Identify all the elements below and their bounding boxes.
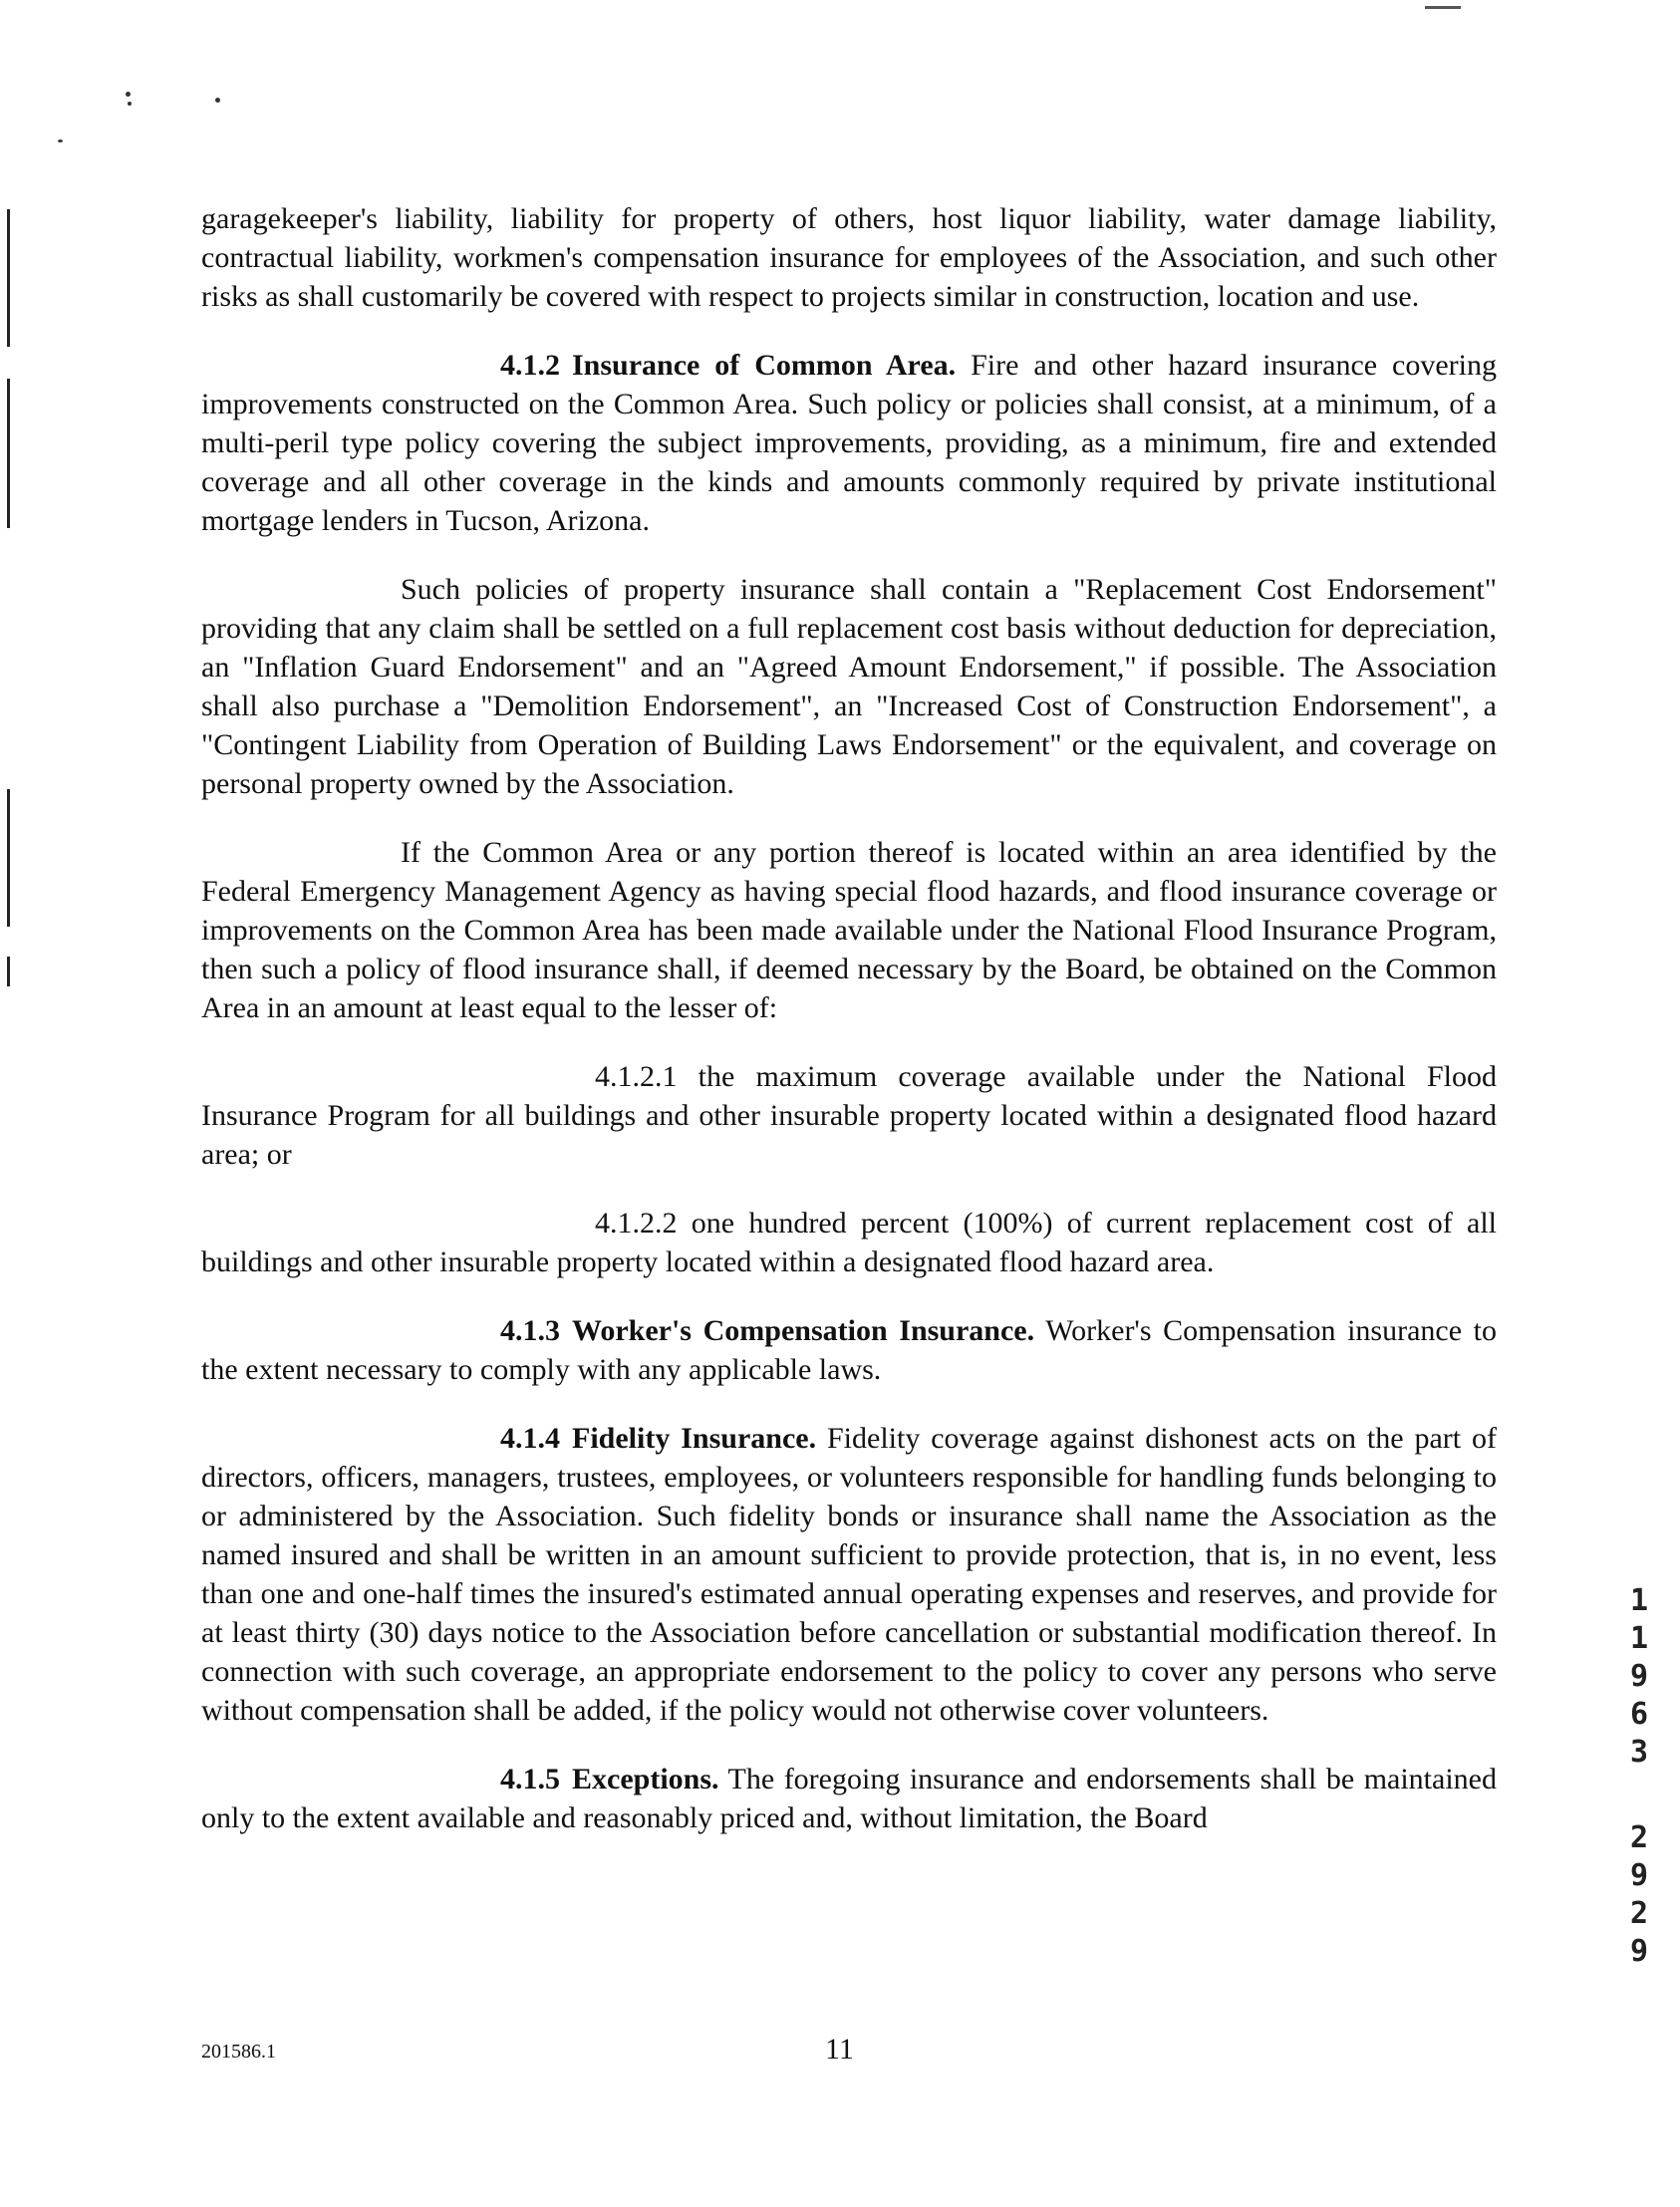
section-text: Worker's Compensation insurance to the extent necessary to comply with any applicable laws.	[201, 1314, 1497, 1386]
margin-change-bar	[7, 209, 10, 347]
section-number: 4.1.2	[500, 349, 560, 382]
stamp-digit: 9	[1629, 1934, 1649, 1969]
scan-speck	[215, 98, 220, 103]
scan-mark	[1425, 6, 1461, 9]
section-4-1-5	[201, 1760, 1497, 1837]
document-body	[201, 199, 1497, 1867]
section-title: Fidelity Insurance.	[572, 1422, 817, 1455]
section-text: The foregoing insurance and endorsements shall be maintained only to the extent available and reasonably priced and, without limitation, the Board	[201, 1763, 1497, 1834]
section-title: Exceptions.	[572, 1763, 719, 1795]
paragraph-continuation: garagekeeper's liability, liability for property of others, host liquor liability, water damage liability, contractual liability, workmen's compensation insurance for employees of the Association, and such other risks as shall customarily be covered with respect to projects similar in construction, location and use.	[201, 202, 1497, 313]
section-number: 4.1.5	[500, 1763, 560, 1795]
document-id: 201586.1	[201, 2041, 276, 2063]
stamp-digit: 9	[1629, 1659, 1649, 1694]
stamp-digit: 6	[1629, 1697, 1649, 1732]
section-4-1-4	[201, 1419, 1497, 1730]
subsection-4-1-2-2: 4.1.2.2 one hundred percent (100%) of current replacement cost of all buildings and other insurable property located within a designated flood hazard area.	[201, 1207, 1497, 1278]
section-number: 4.1.3	[500, 1314, 560, 1347]
stamp-gap	[1622, 1772, 1656, 1819]
stamp-digit: 2	[1629, 1896, 1649, 1931]
stamp-digit: 9	[1629, 1858, 1649, 1893]
stamp-digit: 3	[1629, 1735, 1649, 1770]
section-number: 4.1.4	[500, 1422, 560, 1455]
margin-change-bar	[7, 789, 10, 927]
section-title: Insurance of Common Area.	[572, 349, 957, 382]
recording-stamp	[1622, 1582, 1656, 1971]
margin-change-bar	[7, 379, 10, 528]
page-number: 11	[825, 2033, 854, 2066]
section-4-1-2	[201, 346, 1497, 540]
section-title: Worker's Compensation Insurance.	[572, 1314, 1035, 1347]
paragraph-policies: Such policies of property insurance shall contain a "Replacement Cost Endorsement" providing that any claim shall be settled on a full replacement cost basis without deduction for depreciation, an "Inflation Guard Endorsement" and an "Agreed Amount Endorsement," if possible. The Association shall also purchase a "Demolition Endorsement", an "Increased Cost of Construction Endorsement", a "Contingent Liability from Operation of Building Laws Endorsement" or the equivalent, and coverage on personal property owned by the Association.	[201, 573, 1497, 800]
paragraph-flood: If the Common Area or any portion thereof is located within an area identified by the Federal Emergency Management Agency as having special flood hazards, and flood insurance coverage or improvements on the Common Area has been made available under the National Flood Insurance Program, then such a policy of flood insurance shall, if deemed necessary by the Board, be obtained on the Common Area in an amount at least equal to the lesser of:	[201, 836, 1497, 1024]
scan-speck	[58, 139, 63, 142]
subsection-4-1-2-1: 4.1.2.1 the maximum coverage available under the National Flood Insurance Program for all buildings and other insurable property located within a designated flood hazard area; or	[201, 1060, 1497, 1171]
section-text: Fidelity coverage against dishonest acts on the part of directors, officers, managers, trustees, employees, or volunteers responsible for handling funds belonging to or administered by the Association. Such fidelity bonds or insurance shall name the Association as the named insured and shall be written in an amount sufficient to provide protection, that is, in no event, less than one and one-half times the insured's estimated annual operating expenses and reserves, and provide for at least thirty (30) days notice to the Association before cancellation or substantial modification thereof. In connection with such coverage, an appropriate endorsement to the policy to cover any persons who serve without compensation shall be added, if the policy would not otherwise cover volunteers.	[201, 1422, 1498, 1727]
stamp-digit: 1	[1629, 1583, 1649, 1618]
section-text: Fire and other hazard insurance covering improvements constructed on the Common Area. Such policy or policies shall consist, at a minimum, of a multi-peril type policy covering the subject improvements, providing, as a minimum, fire and extended coverage and all other coverage in the kinds and amounts commonly required by private institutional mortgage lenders in Tucson, Arizona.	[201, 349, 1498, 537]
stamp-digit: 1	[1629, 1621, 1649, 1656]
scan-speck	[128, 102, 132, 106]
scan-speck	[126, 92, 131, 97]
margin-change-bar	[7, 957, 10, 986]
section-4-1-3	[201, 1311, 1497, 1389]
stamp-digit: 2	[1629, 1820, 1649, 1855]
